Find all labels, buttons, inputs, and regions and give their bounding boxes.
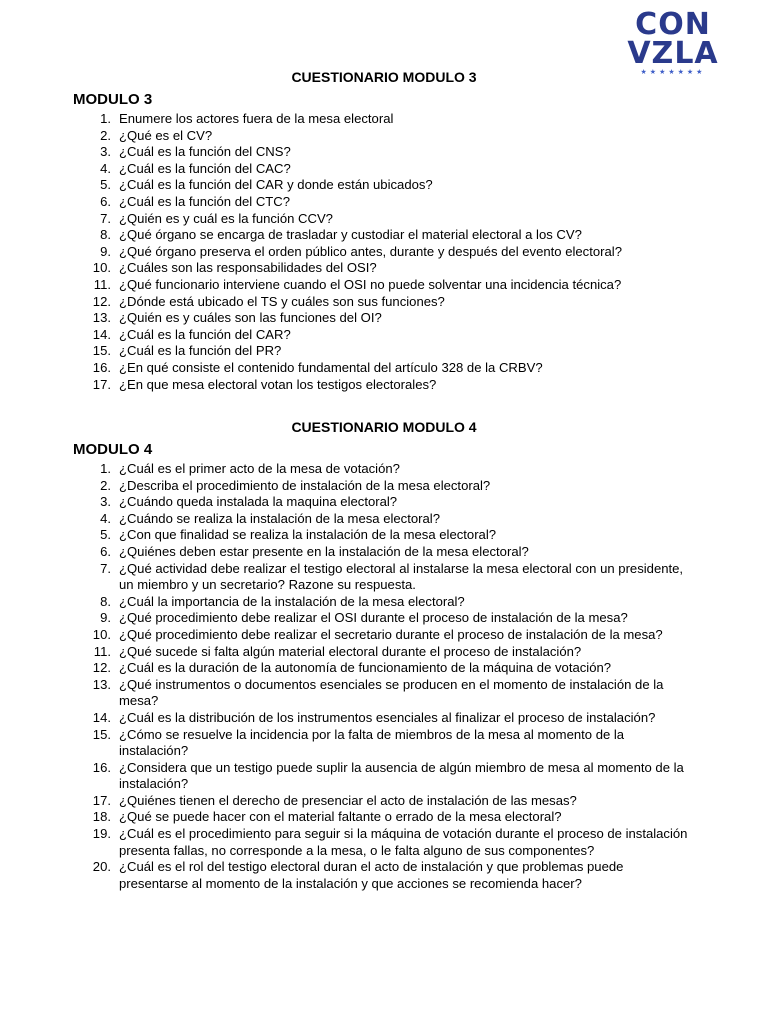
question-item xyxy=(0,161,696,178)
question-text: ¿Quiénes tienen el derecho de presenciar el acto de instalación de las mesas? xyxy=(119,792,577,808)
question-number: 15. xyxy=(92,343,111,359)
question-item xyxy=(0,710,696,727)
question-text: ¿Cuál es la función del CTC? xyxy=(119,193,291,209)
question-number: 14. xyxy=(92,709,111,725)
question-number: 2. xyxy=(100,127,111,143)
question-number: 2. xyxy=(100,477,111,493)
question-number: 11. xyxy=(93,276,111,292)
question-number: 7. xyxy=(100,560,111,576)
question-item xyxy=(0,494,696,511)
question-item xyxy=(0,128,696,145)
question-text: ¿Cuál es el procedimiento para seguir si la máquina de votación durante el proceso de instalación presenta fallas, no corresponde a la mesa, o le falta alguno de sus componentes? xyxy=(119,826,688,858)
question-text: ¿Qué órgano preserva el orden público antes, durante y después del evento electoral? xyxy=(119,243,622,259)
question-number: 6. xyxy=(100,543,111,559)
question-text: ¿Qué se puede hacer con el material faltante o errado de la mesa electoral? xyxy=(119,809,562,825)
question-item xyxy=(0,310,696,327)
question-number: 1. xyxy=(100,461,111,476)
question-item xyxy=(0,111,696,128)
question-text: ¿Cuándo queda instalada la maquina electoral? xyxy=(119,494,398,510)
question-text: ¿Cuáles son las responsabilidades del OSI? xyxy=(119,260,377,276)
question-number: 20. xyxy=(92,859,111,875)
question-number: 10. xyxy=(92,626,111,642)
question-text: ¿Cuál es el rol del testigo electoral duran el acto de instalación y que problemas puede presentarse al momento de la instalación y que acciones se recomienda hacer? xyxy=(119,859,624,891)
question-number: 10. xyxy=(92,260,111,276)
question-number: 6. xyxy=(100,193,111,209)
question-number: 16. xyxy=(92,359,111,375)
question-text: ¿Cuál es la función del PR? xyxy=(119,343,282,359)
question-item xyxy=(0,177,696,194)
question-text: ¿Cómo se resuelve la incidencia por la falta de miembros de la mesa al momento de la instalación? xyxy=(119,726,625,759)
question-text: ¿Qué actividad debe realizar el testigo electoral al instalarse la mesa electoral con un presidente, un miembro y un secretario? Razone su respuesta. xyxy=(119,560,684,593)
question-text: ¿Con que finalidad se realiza la instalación de la mesa electoral? xyxy=(119,527,497,543)
question-item xyxy=(0,760,696,793)
question-item xyxy=(0,294,696,311)
question-item xyxy=(0,260,696,277)
question-number: 11. xyxy=(93,643,111,659)
question-text: ¿Qué instrumentos o documentos esenciales se producen en el momento de instalación de la mesa? xyxy=(119,676,664,709)
question-text: ¿Qué procedimiento debe realizar el OSI durante el proceso de instalación de la mesa? xyxy=(119,610,628,626)
question-number: 16. xyxy=(92,759,111,775)
question-text: ¿Cuál es la función del CAR y donde están ubicados? xyxy=(119,177,433,193)
question-item xyxy=(0,377,696,394)
question-item xyxy=(0,809,696,826)
question-text: ¿Cuál es la función del CAC? xyxy=(119,160,291,176)
question-number: 9. xyxy=(100,243,111,259)
question-item xyxy=(0,660,696,677)
question-item xyxy=(0,826,696,859)
question-item xyxy=(0,360,696,377)
modulo-3-title: CUESTIONARIO MODULO 3 xyxy=(291,69,477,85)
question-item xyxy=(0,144,696,161)
modulo-3-heading: MODULO 3 xyxy=(73,91,153,108)
question-number: 18. xyxy=(92,809,111,825)
question-item xyxy=(0,327,696,344)
modulo-3-question-list xyxy=(0,111,768,393)
question-number: 17. xyxy=(92,792,111,808)
question-text: ¿Qué órgano se encarga de trasladar y custodiar el material electoral a los CV? xyxy=(119,227,582,243)
question-number: 12. xyxy=(92,660,111,676)
question-text: ¿Qué funcionario interviene cuando el OSI no puede solventar una incidencia técnica? xyxy=(119,276,622,292)
question-text: ¿Cuál es el primer acto de la mesa de votación? xyxy=(119,461,400,476)
logo-line-1: CON xyxy=(635,7,711,42)
modulo-4-heading: MODULO 4 xyxy=(73,441,153,458)
question-number: 3. xyxy=(100,144,111,160)
question-number: 8. xyxy=(100,227,111,243)
question-item xyxy=(0,277,696,294)
question-text: ¿Cuándo se realiza la instalación de la mesa electoral? xyxy=(119,510,440,526)
question-number: 17. xyxy=(92,376,111,392)
question-item xyxy=(0,461,696,478)
question-number: 12. xyxy=(92,293,111,309)
question-text: ¿En que mesa electoral votan los testigos electorales? xyxy=(119,376,437,392)
question-item xyxy=(0,859,696,892)
question-text: ¿Qué procedimiento debe realizar el secretario durante el proceso de instalación de la mesa? xyxy=(119,626,663,642)
question-item xyxy=(0,478,696,495)
question-number: 3. xyxy=(100,494,111,510)
question-number: 8. xyxy=(100,593,111,609)
question-item xyxy=(0,343,696,360)
question-item xyxy=(0,544,696,561)
question-item xyxy=(0,793,696,810)
question-text: ¿Cuál es la función del CNS? xyxy=(119,144,291,160)
question-number: 13. xyxy=(92,676,111,692)
logo-stars: ★★★★★★★ xyxy=(640,69,706,76)
question-item xyxy=(0,194,696,211)
question-number: 4. xyxy=(100,160,111,176)
question-item xyxy=(0,677,696,710)
modulo-4-question-list xyxy=(0,461,768,892)
question-number: 5. xyxy=(100,527,111,543)
question-item xyxy=(0,594,696,611)
question-number: 15. xyxy=(92,726,111,742)
question-text: ¿Describa el procedimiento de instalación de la mesa electoral? xyxy=(119,477,491,493)
question-text: ¿Dónde está ubicado el TS y cuáles son sus funciones? xyxy=(119,293,445,309)
modulo-4-title: CUESTIONARIO MODULO 4 xyxy=(291,419,477,435)
question-item xyxy=(0,211,696,228)
question-item xyxy=(0,610,696,627)
question-item xyxy=(0,727,696,760)
question-text: ¿Cuál es la función del CAR? xyxy=(119,326,291,342)
question-text: ¿Cuál es la distribución de los instrumentos esenciales al finalizar el proceso de instalación? xyxy=(119,709,656,725)
question-number: 1. xyxy=(100,111,111,126)
question-number: 9. xyxy=(100,610,111,626)
question-number: 4. xyxy=(100,510,111,526)
question-text: ¿Cuál es la duración de la autonomía de funcionamiento de la máquina de votación? xyxy=(119,660,612,676)
question-text: ¿En qué consiste el contenido fundamental del artículo 328 de la CRBV? xyxy=(119,359,543,375)
question-number: 19. xyxy=(92,826,111,842)
question-text: ¿Quién es y cuáles son las funciones del OI? xyxy=(119,310,382,326)
question-text: ¿Qué es el CV? xyxy=(119,127,213,143)
question-item xyxy=(0,644,696,661)
question-text: ¿Cuál la importancia de la instalación de la mesa electoral? xyxy=(119,593,465,609)
question-text: ¿Qué sucede si falta algún material electoral durante el proceso de instalación? xyxy=(119,643,582,659)
question-number: 13. xyxy=(92,310,111,326)
question-text: ¿Quién es y cuál es la función CCV? xyxy=(119,210,333,226)
question-text: ¿Considera que un testigo puede suplir la ausencia de algún miembro de mesa al momento de la instalación? xyxy=(119,759,684,792)
question-item xyxy=(0,561,696,594)
question-number: 14. xyxy=(92,326,111,342)
question-item xyxy=(0,244,696,261)
question-item xyxy=(0,511,696,528)
logo-line-2: VZLA xyxy=(627,36,719,71)
question-item xyxy=(0,527,696,544)
question-item xyxy=(0,627,696,644)
question-number: 5. xyxy=(100,177,111,193)
question-text: Enumere los actores fuera de la mesa electoral xyxy=(119,111,394,126)
question-number: 7. xyxy=(100,210,111,226)
question-text: ¿Quiénes deben estar presente en la instalación de la mesa electoral? xyxy=(119,543,529,559)
question-item xyxy=(0,227,696,244)
